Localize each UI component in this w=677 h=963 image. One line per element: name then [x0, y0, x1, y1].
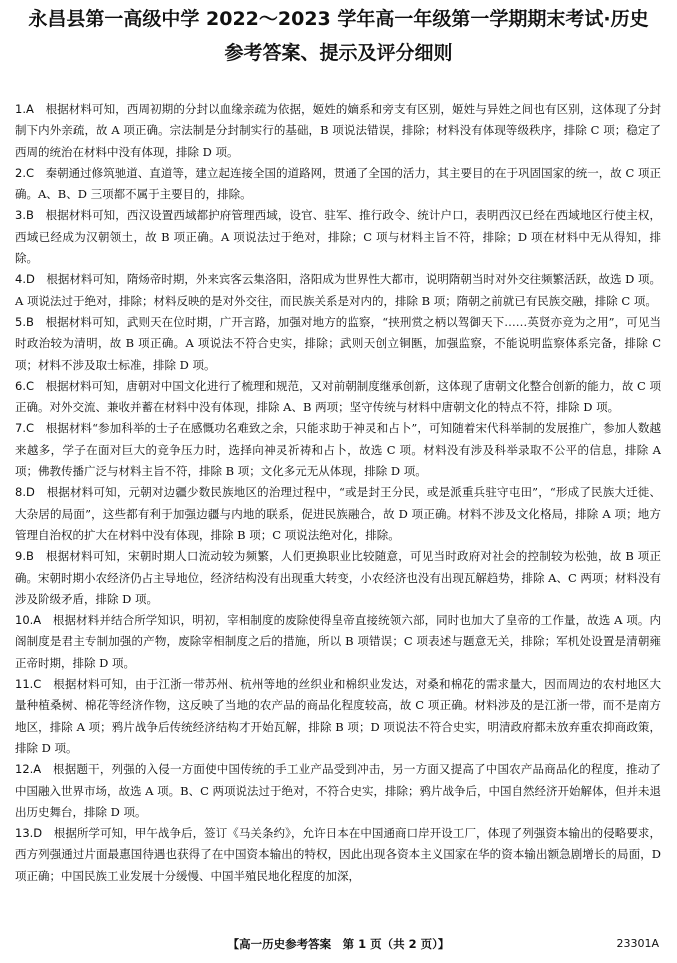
answer-explanation: 根据材料“参加科举的士子在感慨功名难致之余，只能求助于神灵和占卜”，可知随着宋代科举制的发展推广，参加人数越来越多，学子在面对巨大的竞争压力时，选择向神灵祈祷和占卜，故选 C 项。材料没有涉及科举录取不公平的信息，排除 A 项；佛教传播广泛与材料主旨不符，排除 B 项；文化多元无从体现，排除 D 项。 [15, 421, 661, 479]
document-title: 永昌县第一高级中学 2022～2023 学年高一年级第一学期期末考试·历史 [28, 8, 649, 30]
answer-item-5 [15, 312, 661, 376]
answer-item-11 [15, 674, 661, 759]
answer-number: 9.B [15, 549, 34, 564]
answer-explanation: 根据材料可知，隋炀帝时期，外来宾客云集洛阳，洛阳成为世界性大都市，说明隋朝当时对外交往频繁活跃，故选 D 项。A 项说法过于绝对，排除；材料反映的是对外交往，而民族关系是对内的，排除 B 项；隋朝之前就已有民族交融，排除 C 项。 [15, 272, 662, 308]
answer-item-2 [15, 163, 661, 206]
answer-number: 1.A [15, 102, 34, 116]
answer-number: 3.B [15, 208, 34, 223]
answer-item-10 [15, 610, 661, 674]
footer-code: 23301A [616, 937, 659, 950]
answer-explanation: 根据材料可知，西汉设置西域都护府管理西域，设官、驻军、推行政令、统计户口，表明西汉已经在西域地区行使主权，西域已经成为汉朝领土，故 B 项正确。A 项说法过于绝对，排除；C 项与材料主旨不符，排除；D 项在材料中无从得知，排除。 [15, 208, 662, 266]
answer-explanation: 根据材料可知，元朝对边疆少数民族地区的治理过程中，“或是封王分民，或是派重兵驻守屯田”，“形成了民族大迁徙、大杂居的局面”，这些都有利于加强边疆与内地的联系，促进民族融合，故 D 项正确。材料不涉及文化格局，排除 A 项；地方管理自治权的扩大在材料中没有体现，排除 B 项；C 项说法绝对化，排除。 [15, 485, 661, 542]
answer-item-6 [15, 376, 661, 419]
answer-list [15, 99, 661, 887]
answer-explanation: 根据材料可知，西周初期的分封以血缘亲疏为依据，姬姓的嫡系和旁支有区别，姬姓与异姓之间也有区别，这体现了分封制下内外亲疏，故 A 项正确。宗法制是分封制实行的基础，B 项说法错误，排除；材料没有体现等级秩序，排除 C 项；稳定了西周的统治在材料中没有体现，排除 D 项。 [15, 102, 661, 159]
answer-item-9 [15, 546, 661, 610]
answer-item-7 [15, 418, 661, 482]
answer-explanation: 根据所学可知，甲午战争后，签订《马关条约》，允许日本在中国通商口岸开设工厂，体现了列强资本输出的侵略要求，西方列强通过片面最惠国待遇也获得了在中国资本输出的特权，因此出现各资本主义国家在华的资本输出额急剧增长的局面，D 项正确；中国民族工业发展十分缓慢、中国半殖民地化程度的加深， [15, 826, 662, 883]
answer-number: 10.A [15, 613, 42, 628]
answer-number: 6.C [15, 378, 35, 393]
footer-page-info: 【高一历史参考答案 第 1 页（共 2 页）】 [227, 937, 450, 951]
answer-explanation: 根据材料可知，宋朝时期人口流动较为频繁，人们更换职业比较随意，可见当时政府对社会的控制较为松弛，故 B 项正确。宋朝时期小农经济仍占主导地位，经济结构没有出现重大转变，小农经济也没有出现瓦解趋势，排除 A、C 两项；材料没有涉及阶级矛盾，排除 D 项。 [15, 549, 661, 606]
answer-explanation: 根据材料可知，唐朝对中国文化进行了梳理和规范，又对前朝制度继承创新，这体现了唐朝文化整合创新的能力，故 C 项正确。对外交流、兼收并蓄在材料中没有体现，排除 A、B 两项；坚守传统与材料中唐朝文化的特点不符，排除 D 项。 [15, 378, 662, 415]
answer-item-12 [15, 759, 661, 823]
answer-item-8 [15, 482, 661, 546]
answer-number: 7.C [15, 421, 35, 436]
answer-item-4 [15, 269, 661, 312]
document-subtitle: 参考答案、提示及评分细则 [224, 42, 453, 64]
answer-number: 11.C [15, 677, 42, 692]
answer-item-13 [15, 823, 661, 887]
answer-item-1 [15, 99, 661, 163]
answer-explanation: 秦朝通过修筑驰道、直道等，建立起连接全国的道路网，贯通了全国的活力，其主要目的在于巩固国家的统一，故 C 项正确。A、B、D 三项都不属于主要目的，排除。 [15, 165, 662, 202]
answer-number: 2.C [15, 165, 35, 180]
answer-number: 12.A [15, 762, 42, 777]
answer-number: 5.B [15, 314, 34, 329]
answer-explanation: 根据材料并结合所学知识，明初，宰相制度的废除使得皇帝直接统领六部，同时也加大了皇帝的工作量，故选 A 项。内阁制度是君主专制加强的产物，废除宰相制度之后的措施，所以 B 项错误；C 项表述与题意无关，排除；军机处设置是清朝雍正帝时期，排除 D 项。 [15, 613, 661, 670]
answer-explanation: 根据材料可知，武则天在位时期，广开言路，加强对地方的监察，“挟刑赏之柄以驾御天下……英贤亦竞为之用”，可见当时政治较为清明，故 B 项正确。A 项说法不符合史实，排除；武则天创立铜匦，加强监察，不能说明监察体系完备，排除 C 项；材料不涉及取士标准，排除 D 项。 [15, 314, 661, 372]
page-footer [0, 934, 677, 954]
answer-number: 4.D [15, 272, 35, 287]
answer-explanation: 根据题干，列强的入侵一方面使中国传统的手工业产品受到冲击，另一方面又提高了中国农产品商品化的程度，推动了中国融入世界市场，故选 A 项。B、C 两项说法过于绝对，不符合史实，排除；鸦片战争后，中国自然经济开始解体，但并未退出历史舞台，排除 D 项。 [15, 762, 662, 819]
answer-item-3 [15, 205, 661, 269]
answer-explanation: 根据材料可知，由于江浙一带苏州、杭州等地的丝织业和棉织业发达，对桑和棉花的需求量大，因而周边的农村地区大量种植桑树、棉花等经济作物，这反映了当地的农产品的商品化程度较高，故 C 项正确。材料涉及的是江浙一带，而不是南方地区，排除 A 项；鸦片战争后传统经济结构才开始瓦解，排除 B 项；D 项说法不符合史实，明清政府都未放弃重农抑商政策，排除 D 项。 [15, 677, 662, 755]
answer-number: 8.D [15, 485, 35, 500]
answer-number: 13.D [15, 826, 43, 841]
